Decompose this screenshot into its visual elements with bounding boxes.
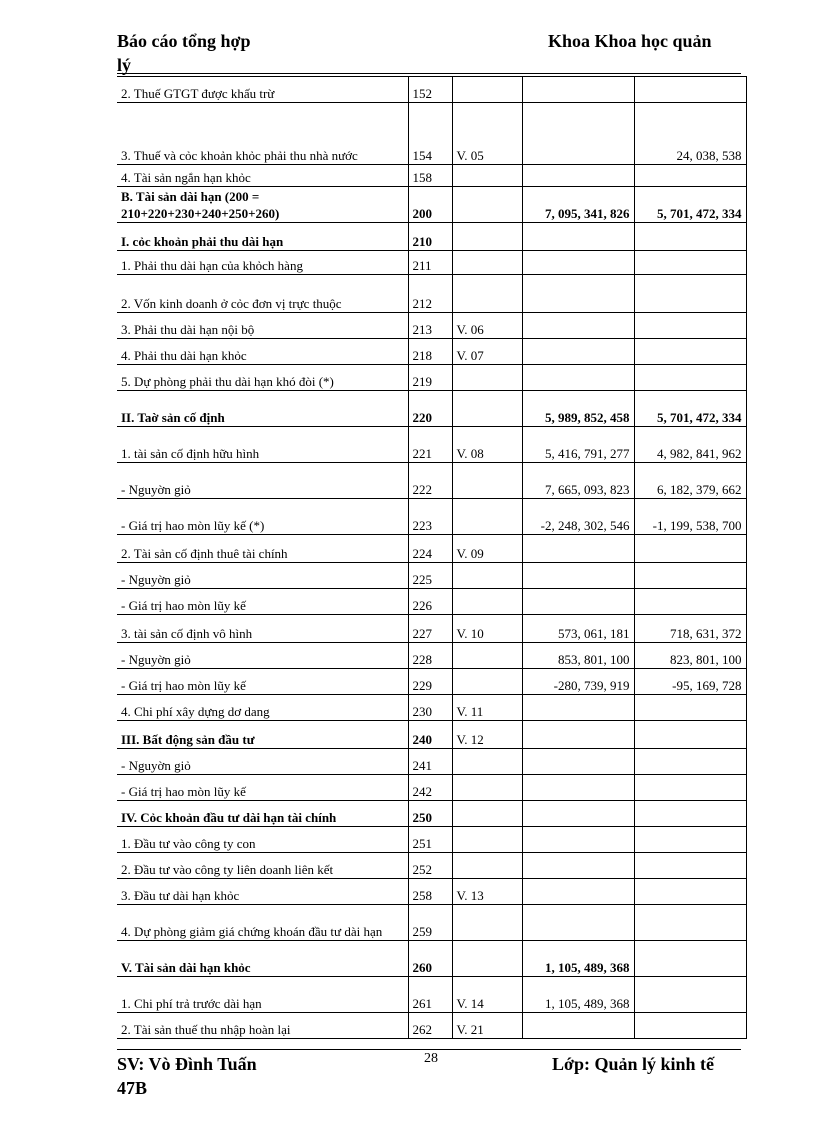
row-name: 2. Thuế GTGT được khấu trừ <box>117 77 408 103</box>
row-previous-value <box>634 563 746 589</box>
balance-sheet-table <box>117 76 747 1039</box>
row-previous-value <box>634 1013 746 1039</box>
row-current-value: -280, 739, 919 <box>522 669 634 695</box>
row-note <box>452 275 522 313</box>
row-current-value <box>522 853 634 879</box>
row-note <box>452 643 522 669</box>
footer-student-class: 47B <box>117 1078 148 1098</box>
row-name: 1. Chi phí trả trước dài hạn <box>117 977 408 1013</box>
row-current-value <box>522 103 634 165</box>
row-current-value: 5, 989, 852, 458 <box>522 391 634 427</box>
row-current-value <box>522 1013 634 1039</box>
table-row <box>117 721 746 749</box>
row-previous-value <box>634 165 746 187</box>
row-note: V. 05 <box>452 103 522 165</box>
row-name: 3. Đầu tư dài hạn khỏc <box>117 879 408 905</box>
row-note <box>452 187 522 223</box>
table-row <box>117 905 746 941</box>
row-code: 230 <box>408 695 452 721</box>
balance-sheet-body <box>117 77 746 1039</box>
header-right: Khoa Khoa học quản <box>548 31 712 51</box>
row-code: 261 <box>408 977 452 1013</box>
row-name: 4. Tài sản ngắn hạn khỏc <box>117 165 408 187</box>
row-name: 2. Tài sản thuế thu nhập hoàn lại <box>117 1013 408 1039</box>
table-row <box>117 313 746 339</box>
row-note <box>452 669 522 695</box>
row-previous-value <box>634 695 746 721</box>
row-current-value <box>522 77 634 103</box>
row-current-value <box>522 313 634 339</box>
row-previous-value <box>634 77 746 103</box>
table-row <box>117 695 746 721</box>
row-note: V. 14 <box>452 977 522 1013</box>
row-code: 211 <box>408 251 452 275</box>
row-current-value <box>522 563 634 589</box>
table-row <box>117 103 746 165</box>
row-name: 3. Phải thu dài hạn nội bộ <box>117 313 408 339</box>
row-code: 154 <box>408 103 452 165</box>
table-row <box>117 643 746 669</box>
row-note: V. 09 <box>452 535 522 563</box>
row-note <box>452 223 522 251</box>
row-note <box>452 391 522 427</box>
row-current-value <box>522 165 634 187</box>
table-row <box>117 589 746 615</box>
footer-divider <box>117 1049 741 1050</box>
row-current-value <box>522 801 634 827</box>
table-row <box>117 563 746 589</box>
row-current-value <box>522 589 634 615</box>
row-note <box>452 853 522 879</box>
table-row <box>117 165 746 187</box>
row-previous-value: 823, 801, 100 <box>634 643 746 669</box>
row-name: V. Tài sản dài hạn khỏc <box>117 941 408 977</box>
row-note <box>452 827 522 853</box>
row-previous-value: 5, 701, 472, 334 <box>634 391 746 427</box>
row-code: 219 <box>408 365 452 391</box>
row-code: 224 <box>408 535 452 563</box>
row-name: - Nguyờn giỏ <box>117 643 408 669</box>
row-note: V. 06 <box>452 313 522 339</box>
table-row <box>117 223 746 251</box>
row-code: 212 <box>408 275 452 313</box>
row-name: - Nguyờn giỏ <box>117 749 408 775</box>
row-previous-value <box>634 339 746 365</box>
row-previous-value: 5, 701, 472, 334 <box>634 187 746 223</box>
row-name: II. Taờ sản cố định <box>117 391 408 427</box>
row-current-value <box>522 535 634 563</box>
row-name: 4. Dự phòng giảm giá chứng khoán đầu tư dài hạn <box>117 905 408 941</box>
page-number: 28 <box>424 1051 438 1066</box>
table-row <box>117 275 746 313</box>
row-code: 221 <box>408 427 452 463</box>
row-current-value: -2, 248, 302, 546 <box>522 499 634 535</box>
table-row <box>117 463 746 499</box>
row-code: 228 <box>408 643 452 669</box>
row-previous-value <box>634 535 746 563</box>
header-left-line2: lý <box>117 55 132 75</box>
table-row <box>117 1013 746 1039</box>
row-code: 223 <box>408 499 452 535</box>
row-note: V. 21 <box>452 1013 522 1039</box>
row-name: - Nguyờn giỏ <box>117 463 408 499</box>
row-code: 259 <box>408 905 452 941</box>
header-divider <box>117 73 741 74</box>
row-note <box>452 251 522 275</box>
header-left-line1: Báo cáo tổng hợp <box>117 31 251 51</box>
table-row <box>117 339 746 365</box>
row-code: 260 <box>408 941 452 977</box>
header-left <box>117 29 251 77</box>
row-code: 225 <box>408 563 452 589</box>
row-note <box>452 775 522 801</box>
row-name: 4. Chi phí xây dựng dơ dang <box>117 695 408 721</box>
row-name: 1. Đầu tư vào công ty con <box>117 827 408 853</box>
row-current-value <box>522 251 634 275</box>
row-name: 3. tài sản cố định vô hình <box>117 615 408 643</box>
row-name: B. Tài sản dài hạn (200 = 210+220+230+240+250+260) <box>117 187 408 223</box>
row-note: V. 12 <box>452 721 522 749</box>
row-current-value: 1, 105, 489, 368 <box>522 941 634 977</box>
table-row <box>117 941 746 977</box>
row-previous-value <box>634 941 746 977</box>
row-current-value <box>522 365 634 391</box>
table-row <box>117 427 746 463</box>
row-previous-value <box>634 853 746 879</box>
row-code: 227 <box>408 615 452 643</box>
row-name: 1. Phải thu dài hạn của khỏch hàng <box>117 251 408 275</box>
row-note <box>452 365 522 391</box>
row-name: 3. Thuế và cỏc khoản khỏc phải thu nhà nước <box>117 103 408 165</box>
table-row <box>117 853 746 879</box>
row-previous-value <box>634 879 746 905</box>
row-note <box>452 749 522 775</box>
row-current-value <box>522 775 634 801</box>
row-note <box>452 589 522 615</box>
row-current-value <box>522 223 634 251</box>
row-name: - Nguyờn giỏ <box>117 563 408 589</box>
row-previous-value <box>634 905 746 941</box>
row-previous-value <box>634 223 746 251</box>
row-code: 218 <box>408 339 452 365</box>
table-row <box>117 749 746 775</box>
footer-right: Lớp: Quản lý kinh tế <box>552 1054 715 1074</box>
footer-student-name: SV: Vò Đình Tuấn <box>117 1054 257 1074</box>
row-note <box>452 463 522 499</box>
row-note <box>452 165 522 187</box>
table-row <box>117 187 746 223</box>
row-previous-value <box>634 977 746 1013</box>
row-current-value <box>522 827 634 853</box>
table-row <box>117 365 746 391</box>
row-name: III. Bất động sản đầu tư <box>117 721 408 749</box>
row-current-value <box>522 721 634 749</box>
row-current-value: 573, 061, 181 <box>522 615 634 643</box>
row-current-value: 853, 801, 100 <box>522 643 634 669</box>
table-row <box>117 669 746 695</box>
table-row <box>117 801 746 827</box>
row-name: - Giá trị hao mòn lũy kế (*) <box>117 499 408 535</box>
row-previous-value <box>634 275 746 313</box>
row-current-value <box>522 275 634 313</box>
table-row <box>117 879 746 905</box>
row-previous-value <box>634 721 746 749</box>
row-code: 222 <box>408 463 452 499</box>
row-previous-value: -95, 169, 728 <box>634 669 746 695</box>
row-current-value <box>522 879 634 905</box>
row-name: - Giá trị hao mòn lũy kế <box>117 589 408 615</box>
row-name: 4. Phải thu dài hạn khỏc <box>117 339 408 365</box>
row-code: 251 <box>408 827 452 853</box>
row-previous-value <box>634 251 746 275</box>
row-current-value: 7, 665, 093, 823 <box>522 463 634 499</box>
row-code: 226 <box>408 589 452 615</box>
row-note <box>452 563 522 589</box>
row-code: 213 <box>408 313 452 339</box>
table-row <box>117 827 746 853</box>
row-code: 262 <box>408 1013 452 1039</box>
row-previous-value: -1, 199, 538, 700 <box>634 499 746 535</box>
table-row <box>117 251 746 275</box>
row-name: 1. tài sản cố định hữu hình <box>117 427 408 463</box>
row-note <box>452 77 522 103</box>
table-row <box>117 499 746 535</box>
row-previous-value: 718, 631, 372 <box>634 615 746 643</box>
table-row <box>117 775 746 801</box>
row-current-value <box>522 339 634 365</box>
row-previous-value <box>634 775 746 801</box>
row-code: 210 <box>408 223 452 251</box>
row-note <box>452 801 522 827</box>
row-previous-value: 24, 038, 538 <box>634 103 746 165</box>
row-code: 240 <box>408 721 452 749</box>
row-code: 152 <box>408 77 452 103</box>
row-note: V. 08 <box>452 427 522 463</box>
row-code: 229 <box>408 669 452 695</box>
row-previous-value <box>634 313 746 339</box>
row-note <box>452 905 522 941</box>
row-name: 2. Tài sản cố định thuê tài chính <box>117 535 408 563</box>
row-note: V. 13 <box>452 879 522 905</box>
row-previous-value <box>634 589 746 615</box>
row-previous-value <box>634 827 746 853</box>
table-row <box>117 977 746 1013</box>
row-current-value: 1, 105, 489, 368 <box>522 977 634 1013</box>
row-previous-value <box>634 801 746 827</box>
row-current-value <box>522 695 634 721</box>
row-note <box>452 941 522 977</box>
row-current-value: 5, 416, 791, 277 <box>522 427 634 463</box>
row-previous-value: 4, 982, 841, 962 <box>634 427 746 463</box>
row-note: V. 11 <box>452 695 522 721</box>
row-current-value: 7, 095, 341, 826 <box>522 187 634 223</box>
footer-left <box>117 1052 257 1100</box>
row-code: 200 <box>408 187 452 223</box>
row-name: I. cỏc khoản phải thu dài hạn <box>117 223 408 251</box>
row-current-value <box>522 749 634 775</box>
row-code: 250 <box>408 801 452 827</box>
row-current-value <box>522 905 634 941</box>
row-name: IV. Cỏc khoản đầu tư dài hạn tài chính <box>117 801 408 827</box>
row-note: V. 10 <box>452 615 522 643</box>
row-code: 158 <box>408 165 452 187</box>
row-code: 252 <box>408 853 452 879</box>
row-name: 2. Đầu tư vào công ty liên doanh liên kết <box>117 853 408 879</box>
table-row <box>117 615 746 643</box>
row-code: 220 <box>408 391 452 427</box>
row-previous-value <box>634 365 746 391</box>
table-row <box>117 391 746 427</box>
row-previous-value <box>634 749 746 775</box>
table-row <box>117 535 746 563</box>
row-note: V. 07 <box>452 339 522 365</box>
row-code: 242 <box>408 775 452 801</box>
row-previous-value: 6, 182, 379, 662 <box>634 463 746 499</box>
row-name: 2. Vốn kinh doanh ở cỏc đơn vị trực thuộc <box>117 275 408 313</box>
table-row <box>117 77 746 103</box>
row-name: - Giá trị hao mòn lũy kế <box>117 775 408 801</box>
row-code: 241 <box>408 749 452 775</box>
row-code: 258 <box>408 879 452 905</box>
row-note <box>452 499 522 535</box>
row-name: 5. Dự phòng phải thu dài hạn khó đòi (*) <box>117 365 408 391</box>
row-name: - Giá trị hao mòn lũy kế <box>117 669 408 695</box>
